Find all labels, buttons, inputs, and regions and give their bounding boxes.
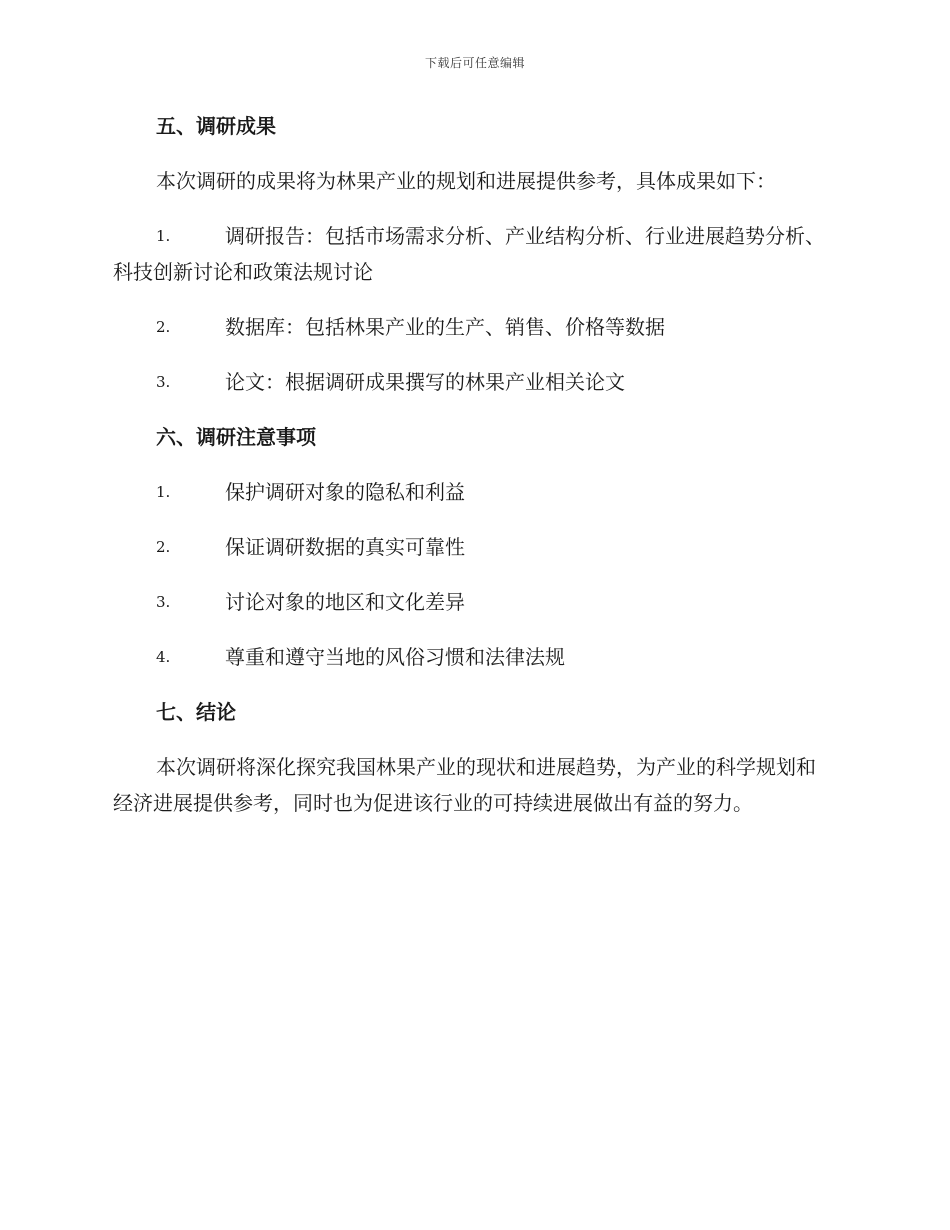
list-item-text: 讨论对象的地区和文化差异 (225, 590, 465, 614)
list-item-number: 3. (156, 373, 171, 391)
section-body-conclusion: 本次调研将深化探究我国林果产业的现状和进展趋势，为产业的科学规划和经济进展提供参考，同时也为促进该行业的可持续进展做出有益的努力。 (113, 755, 816, 815)
list-item (113, 639, 835, 675)
list-item-number: 1. (156, 483, 171, 501)
list-item-text: 尊重和遵守当地的风俗习惯和法律法规 (225, 645, 565, 669)
list-item-text: 调研报告：包括市场需求分析、产业结构分析、行业进展趋势分析、科技创新讨论和政策法规讨论 (113, 224, 825, 284)
page-header: 下载后可任意编辑 (424, 56, 525, 70)
list-item (113, 364, 835, 400)
section-intro-results: 本次调研的成果将为林果产业的规划和进展提供参考，具体成果如下： (156, 169, 776, 193)
list-item (113, 584, 835, 620)
list-item-text: 论文：根据调研成果撰写的林果产业相关论文 (225, 370, 625, 394)
list-item (113, 474, 835, 510)
list-item-number: 4. (156, 648, 171, 666)
list-item-number: 2. (156, 538, 171, 556)
list-item (113, 529, 835, 565)
list-item (113, 309, 835, 345)
list-item (113, 218, 835, 290)
section-heading-notes: 六、调研注意事项 (156, 425, 316, 449)
list-item-number: 1. (156, 227, 171, 245)
document-body (113, 108, 835, 840)
list-item-text: 数据库：包括林果产业的生产、销售、价格等数据 (225, 315, 665, 339)
list-item-number: 2. (156, 318, 171, 336)
section-heading-results: 五、调研成果 (156, 114, 276, 138)
section-heading-conclusion: 七、结论 (156, 700, 236, 724)
list-item-text: 保护调研对象的隐私和利益 (225, 480, 465, 504)
list-item-number: 3. (156, 593, 171, 611)
list-item-text: 保证调研数据的真实可靠性 (225, 535, 465, 559)
